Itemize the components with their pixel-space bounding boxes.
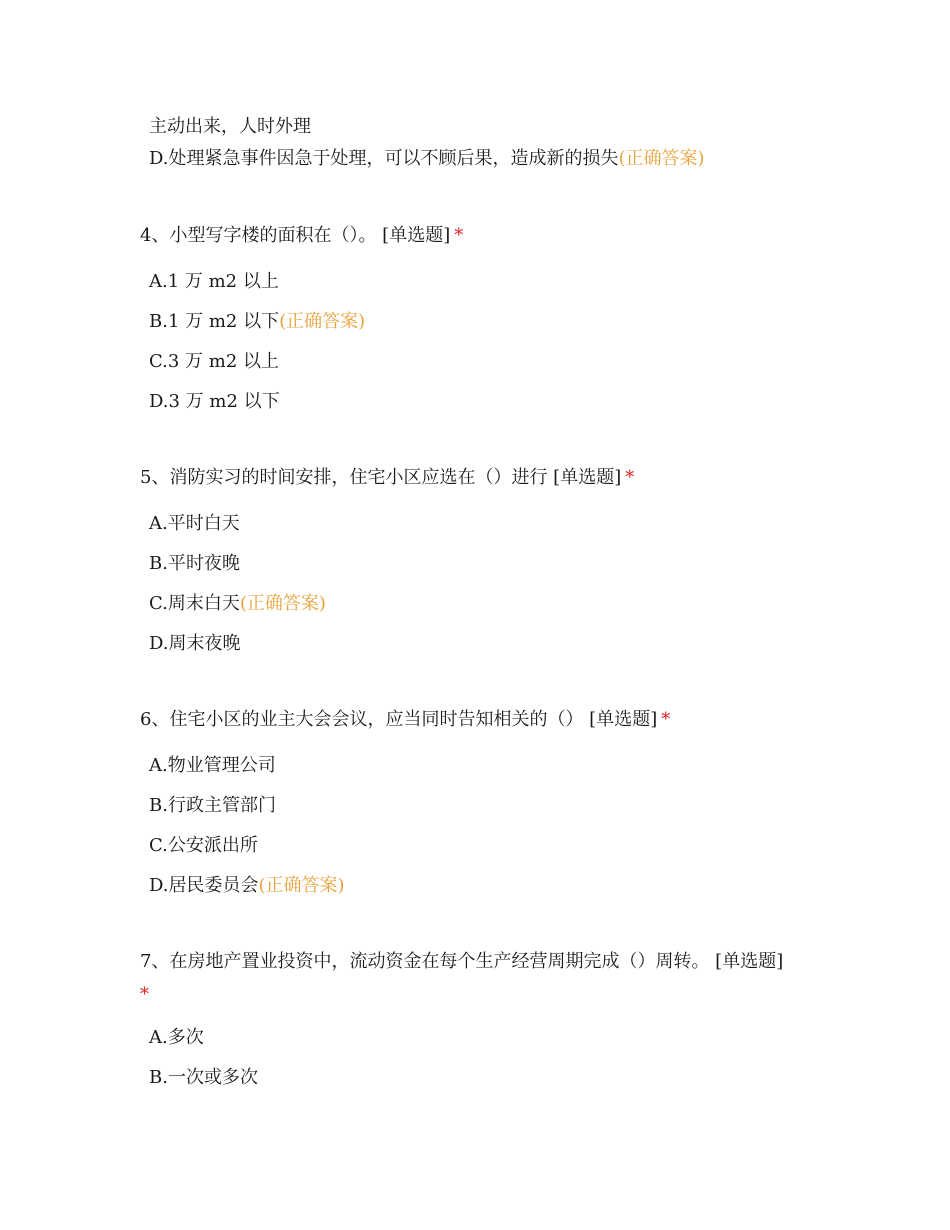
question-4-option-b [149,310,365,334]
question-6-option-d [149,874,345,898]
question-5-title [140,466,634,490]
question-6-option-c [149,834,258,858]
question-6-title [140,708,670,732]
question-4-title [140,224,463,248]
required-marker: * [625,467,635,488]
question-6-option-a [149,754,276,778]
correct-answer-marker: (正确答案) [618,148,705,169]
required-marker: * [140,984,149,1005]
correct-answer-marker: (正确答案) [239,593,326,614]
continuation-text: 主动出来，人时外理 [149,116,311,137]
option-text: D.处理紧急事件因急于处理，可以不顾后果，造成新的损失 [149,148,619,169]
question-title-text: 6、住宅小区的业主大会会议，应当同时告知相关的（） [单选题] [140,709,658,730]
option-text: C.公安派出所 [149,835,258,856]
correct-answer-marker: (正确答案) [279,311,366,332]
option-text: B.一次或多次 [149,1067,258,1088]
question-5-option-d [149,632,241,656]
option-text: C.3 万 m2 以上 [149,351,279,372]
question-4-option-d [149,390,280,414]
question-7-option-a [149,1026,204,1050]
question-5-option-a [149,512,240,536]
option-text: A.1 万 m2 以上 [149,271,279,292]
option-text: B.1 万 m2 以下 [149,311,280,332]
correct-answer-marker: (正确答案) [258,875,345,896]
option-text: D.3 万 m2 以下 [149,391,280,412]
option-text: A.平时白天 [149,513,240,534]
question-title-text: 4、小型写字楼的面积在（）。 [单选题] [140,225,451,246]
option-text: B.平时夜晚 [149,553,240,574]
option-text: A.多次 [149,1027,204,1048]
required-marker: * [454,225,464,246]
option-text: C.周末白天 [149,593,240,614]
option-text: D.居民委员会 [149,875,259,896]
question-4-option-a [149,270,279,294]
option-text: B.行政主管部门 [149,795,276,816]
prev-question-option-d [149,147,705,171]
question-7-required [140,983,149,1007]
question-7-option-b [149,1066,258,1090]
prev-question-continuation [149,115,311,139]
question-title-text: 5、消防实习的时间安排，住宅小区应选在（）进行 [单选题] [140,467,622,488]
question-4-option-c [149,350,279,374]
question-6-option-b [149,794,276,818]
question-5-option-b [149,552,240,576]
option-text: D.周末夜晚 [149,633,241,654]
question-5-option-c [149,592,326,616]
question-7-title [140,950,783,974]
question-title-text: 7、在房地产置业投资中，流动资金在每个生产经营周期完成（）周转。 [单选题] [140,951,784,972]
option-text: A.物业管理公司 [149,755,276,776]
required-marker: * [661,709,671,730]
